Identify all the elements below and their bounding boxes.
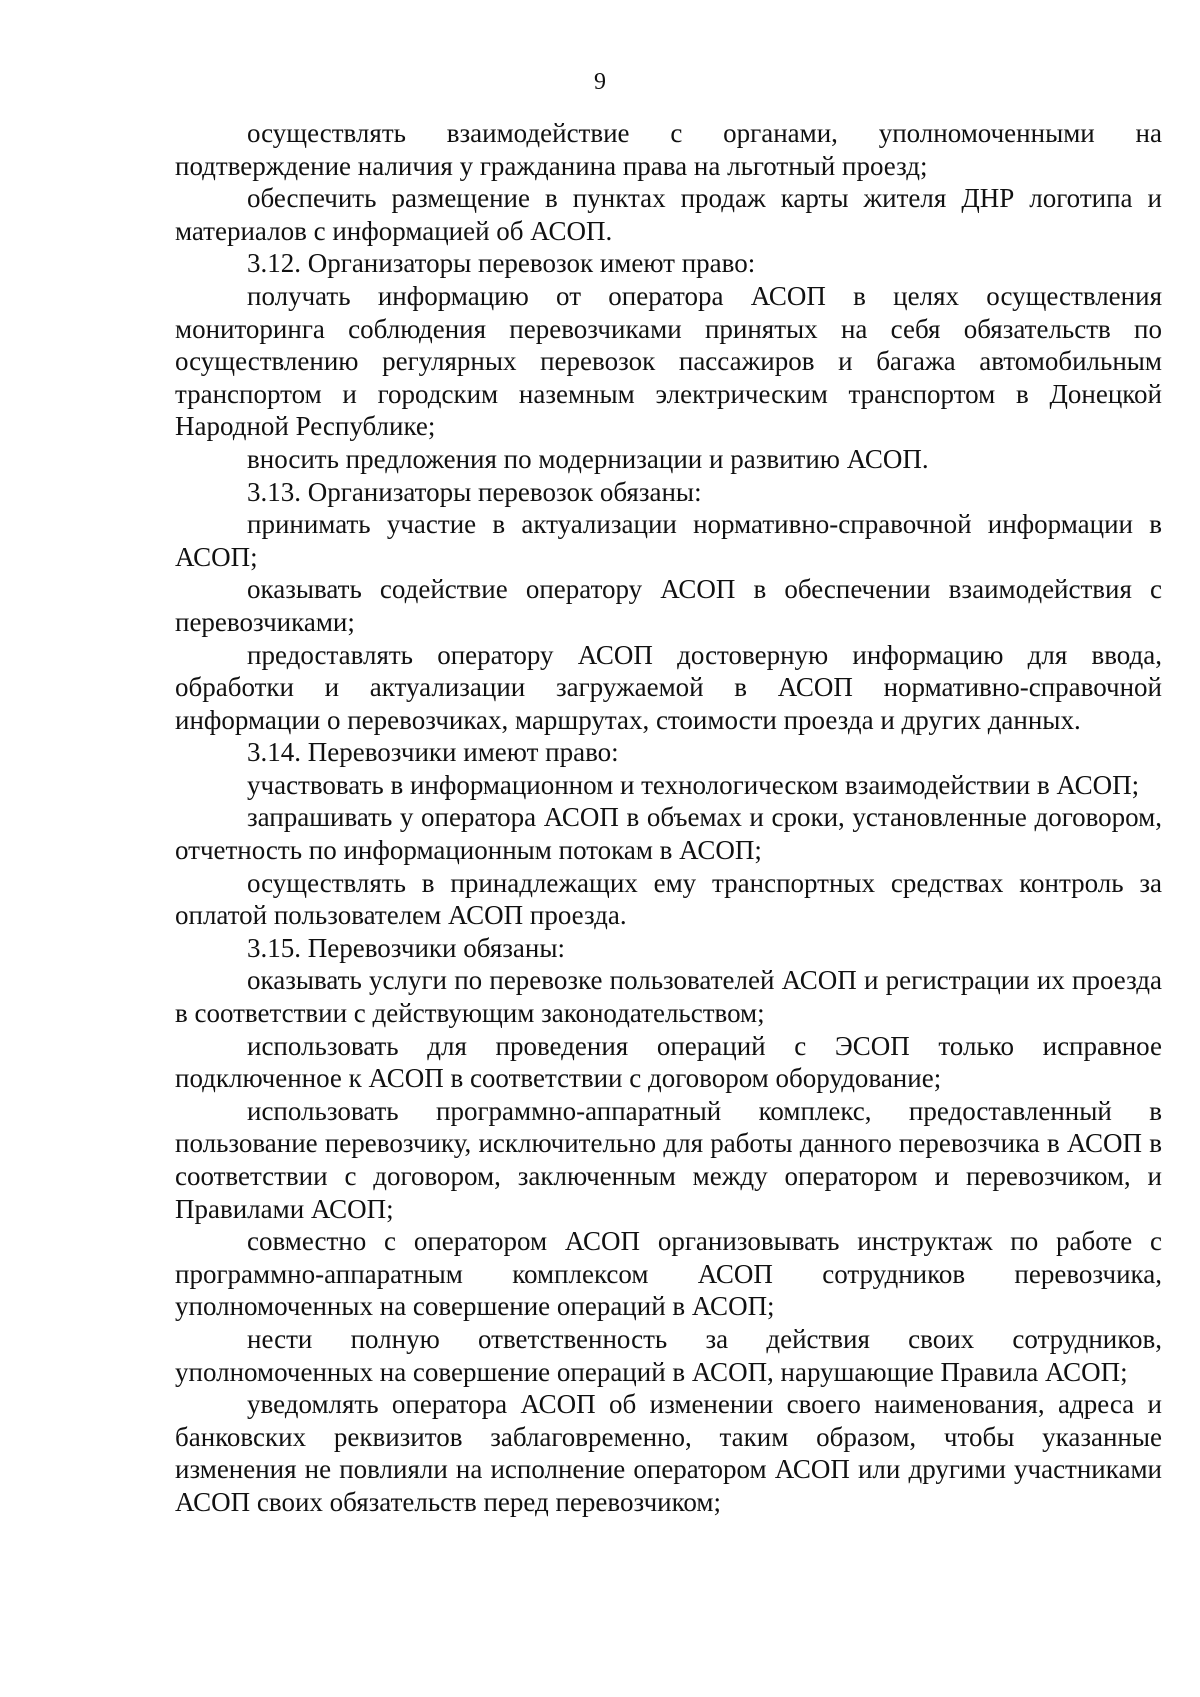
paragraph: использовать для проведения операций с ЭСОП только исправное подключенное к АСОП в соответствии с договором оборудование;	[175, 1030, 1162, 1094]
section-heading-3-12: 3.12. Организаторы перевозок имеют право:	[247, 248, 756, 279]
page-number: 9	[594, 69, 606, 95]
paragraph: совместно с оператором АСОП организовывать инструктаж по работе с программно-аппаратным комплексом АСОП сотрудников перевозчика, уполномоченных на совершение операций в АСОП;	[175, 1226, 1162, 1322]
paragraph: участвовать в информационном и технологическом взаимодействии в АСОП;	[247, 769, 1140, 800]
paragraph: вносить предложения по модернизации и развитию АСОП.	[247, 443, 929, 474]
section-heading-3-13: 3.13. Организаторы перевозок обязаны:	[247, 476, 702, 507]
paragraph: получать информацию от оператора АСОП в целях осуществления мониторинга соблюдения перевозчиками принятых на себя обязательств по осуществлению регулярных перевозок пассажиров и багажа автомобильным транспортом и городским наземным электрическим транспортом в Донецкой Народной Республике;	[175, 280, 1162, 442]
paragraph: обеспечить размещение в пунктах продаж карты жителя ДНР логотипа и материалов с информацией об АСОП.	[175, 183, 1162, 246]
document-body	[175, 117, 1162, 1519]
paragraph: нести полную ответственность за действия своих сотрудников, уполномоченных на совершение операций в АСОП, нарушающие Правила АСОП;	[175, 1323, 1162, 1387]
paragraph: осуществлять в принадлежащих ему транспортных средствах контроль за оплатой пользователем АСОП проезда.	[175, 867, 1162, 931]
paragraph: предоставлять оператору АСОП достоверную информацию для ввода, обработки и актуализации загружаемой в АСОП нормативно-справочной информации о перевозчиках, маршрутах, стоимости проезда и других данных.	[175, 639, 1162, 735]
paragraph: уведомлять оператора АСОП об изменении своего наименования, адреса и банковских реквизитов заблаговременно, таким образом, чтобы указанные изменения не повлияли на исполнение оператором АСОП или другими участниками АСОП своих обязательств перед перевозчиком;	[175, 1389, 1162, 1517]
section-heading-3-15: 3.15. Перевозчики обязаны:	[247, 932, 565, 963]
paragraph: принимать участие в актуализации нормативно-справочной информации в АСОП;	[175, 509, 1162, 572]
paragraph: оказывать содействие оператору АСОП в обеспечении взаимодействия с перевозчиками;	[175, 574, 1162, 637]
paragraph: осуществлять взаимодействие с органами, уполномоченными на подтверждение наличия у гражданина права на льготный проезд;	[175, 118, 1162, 181]
paragraph: запрашивать у оператора АСОП в объемах и сроки, установленные договором, отчетность по информационным потокам в АСОП;	[175, 802, 1162, 866]
paragraph: использовать программно-аппаратный комплекс, предоставленный в пользование перевозчику, исключительно для работы данного перевозчика в АСОП в соответствии с договором, заключенным между оператором и перевозчиком, и Правилами АСОП;	[175, 1095, 1162, 1224]
paragraph: оказывать услуги по перевозке пользователей АСОП и регистрации их проезда в соответствии с действующим законодательством;	[175, 965, 1162, 1029]
section-heading-3-14: 3.14. Перевозчики имеют право:	[247, 737, 619, 768]
